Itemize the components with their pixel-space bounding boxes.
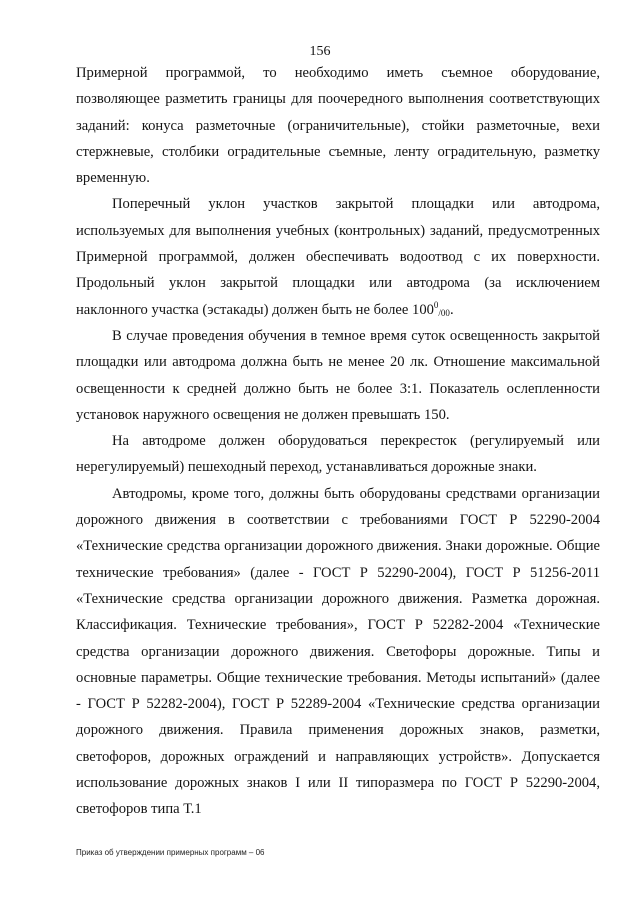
permille-sub: /00 <box>438 307 450 318</box>
permille-sign <box>433 299 450 318</box>
paragraph-slope <box>76 191 600 322</box>
footer-note: Приказ об утверждении примерных программ – 06 <box>76 848 265 857</box>
slope-text: Поперечный уклон участков закрытой площадки или автодрома, используемых для выполнения учебных (контрольных) заданий, предусмотренных Примерной программой, должен обеспечивать водоотвод с их поверхности. Продольный уклон закрытой площадки или автодрома (за исключением наклонного участка (эстакады) должен быть не более 100 <box>76 196 600 318</box>
document-body <box>76 60 600 823</box>
page-number: 156 <box>309 44 331 59</box>
permille-sup: 0 <box>433 299 439 310</box>
slope-end: . <box>449 301 454 318</box>
paragraph-intersection: На автодроме должен оборудоваться перекресток (регулируемый или нерегулируемый) пешеходный переход, устанавливаться дорожные знаки. <box>76 433 600 476</box>
paragraph-standards: Автодромы, кроме того, должны быть оборудованы средствами организации дорожного движения в соответствии с требованиями ГОСТ Р 52290-2004 «Технические средства организации дорожного движения. Знаки дорожные. Общие технические требования» (далее - ГОСТ Р 52290-2004), ГОСТ Р 51256-2011 «Технические средства организации дорожного движения. Разметка дорожная. Классификация. Технические требования», ГОСТ Р 52282-2004 «Технические средства организации дорожного движения. Светофоры дорожные. Типы и основные параметры. Общие технические требования. Методы испытаний» (далее - ГОСТ Р 52282-2004), ГОСТ Р 52289-2004 «Технические средства организации дорожного движения. Правила применения дорожных знаков, разметки, светофоров, дорожных ограждений и направляющих устройств». Допускается использование дорожных знаков I или II типоразмера по ГОСТ Р 52290-2004, светофоров типа Т.1 <box>76 485 600 818</box>
paragraph-lighting: В случае проведения обучения в темное время суток освещенность закрытой площадки или автодрома должна быть не менее 20 лк. Отношение максимальной освещенности к средней должно быть не более 3:1. Показатель ослепленности установок наружного освещения не должен превышать 150. <box>76 327 600 423</box>
paragraph-equipment: Примерной программой, то необходимо иметь съемное оборудование, позволяющее разметить границы для поочередного выполнения соответствующих заданий: конуса разметочные (ограничительные), стойки разметочные, вехи стержневые, столбики оградительные съемные, ленту оградительную, разметку временную. <box>76 65 600 187</box>
